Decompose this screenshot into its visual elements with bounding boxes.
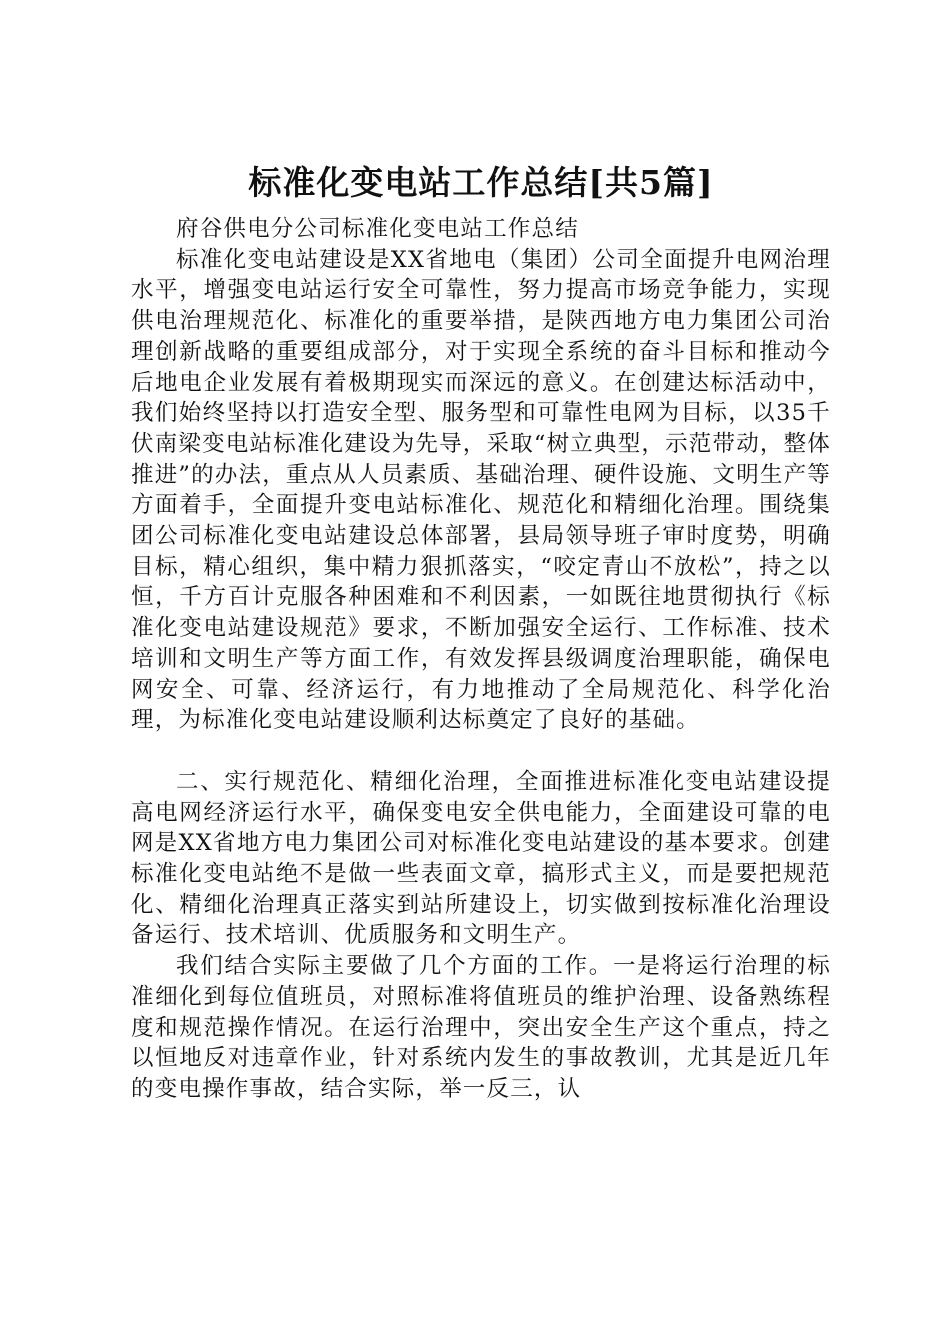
- paragraph-section-two: 二、实行规范化、精细化治理，全面推进标准化变电站建设提高电网经济运行水平，确保变电安全供电能力，全面建设可靠的电网是XX省地方电力集团公司对标准化变电站建设的基本要求。创建标准化变电站绝不是做一些表面文章，搞形式主义，而是要把规范化、精细化治理真正落实到站所建设上，切实做到按标准化治理设备运行、技术培训、优质服务和文明生产。: [131, 768, 831, 949]
- document-title: 标准化变电站工作总结[共5篇]: [248, 163, 714, 202]
- document-page: [131, 160, 831, 1105]
- paragraph-subtitle: 府谷供电分公司标准化变电站工作总结: [176, 216, 579, 242]
- paragraph-spacer: [131, 736, 831, 767]
- paragraph-intro: 标准化变电站建设是XX省地电（集团）公司全面提升电网治理水平，增强变电站运行安全可靠性，努力提高市场竞争能力，实现供电治理规范化、标准化的重要举措，是陕西地方电力集团公司治理创新战略的重要组成部分，对于实现全系统的奋斗目标和推动今后地电企业发展有着极期现实而深远的意义。在创建达标活动中，我们始终坚持以打造安全型、服务型和可靠性电网为目标，以35千伏南梁变电站标准化建设为先导，采取“树立典型，示范带动，整体推进”的办法，重点从人员素质、基础治理、硬件设施、文明生产等方面着手，全面提升变电站标准化、规范化和精细化治理。围绕集团公司标准化变电站建设总体部署，县局领导班子审时度势，明确目标，精心组织，集中精力狠抓落实，“咬定青山不放松”，持之以恒，千方百计克服各种困难和不利因素，一如既往地贯彻执行《标准化变电站建设规范》要求，不断加强安全运行、工作标准、技术培训和文明生产等方面工作，有效发挥县级调度治理职能，确保电网安全、可靠、经济运行，有力地推动了全局规范化、科学化治理，为标准化变电站建设顺利达标奠定了良好的基础。: [131, 246, 832, 734]
- paragraph-work-details: 我们结合实际主要做了几个方面的工作。一是将运行治理的标准细化到每位值班员，对照标准将值班员的维护治理、设备熟练程度和规范操作情况。在运行治理中，突出安全生产这个重点，持之以恒地反对违章作业，针对系统内发生的事故教训，尤其是近几年的变电操作事故，结合实际，举一反三，认: [131, 953, 831, 1102]
